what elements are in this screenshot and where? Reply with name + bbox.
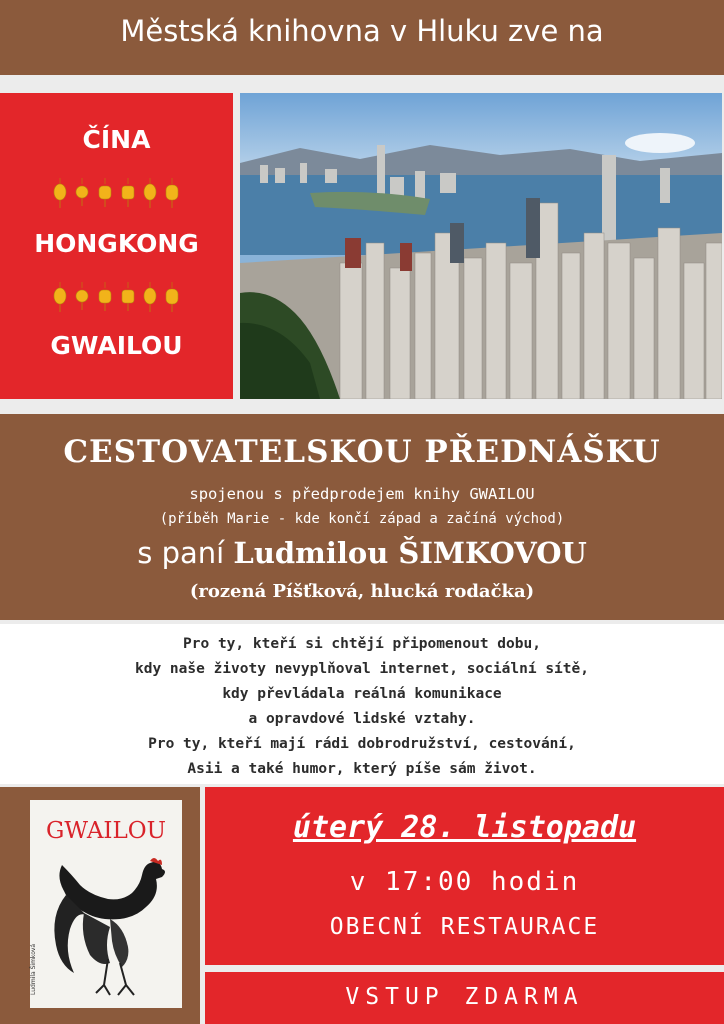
- description-line: kdy převládala reálná komunikace: [222, 686, 502, 702]
- invite-text: Městská knihovna v Hluku zve na: [120, 14, 604, 48]
- topic-china: ČÍNA: [82, 125, 151, 154]
- topic-gwailou: GWAILOU: [50, 331, 183, 360]
- event-entry: VSTUP ZDARMA: [345, 984, 584, 1010]
- rooster-icon: [50, 855, 170, 1003]
- header-band: [0, 0, 724, 75]
- event-venue: OBECNÍ RESTAURACE: [329, 914, 600, 940]
- lecture-subtitle-note: (příběh Marie - kde končí západ a začíná východ): [159, 511, 565, 527]
- description-line: Asii a také humor, který píše sám život.: [187, 761, 537, 777]
- lanterns-decoration-icon: [50, 282, 185, 318]
- description-line: Pro ty, kteří mají rádi dobrodružství, cestování,: [148, 736, 576, 752]
- book-band: [0, 787, 200, 1024]
- event-time: v 17:00 hodin: [349, 867, 580, 897]
- lecture-title: CESTOVATELSKOU PŘEDNÁŠKU: [63, 434, 661, 470]
- book-author: Ludmila Šimková: [30, 943, 37, 995]
- speaker-origin: (rozená Píšťková, hlucká rodačka): [189, 581, 535, 602]
- book-cover: [30, 800, 182, 1008]
- event-date: úterý 28. listopadu: [292, 810, 637, 845]
- speaker-line: [0, 536, 724, 570]
- description-band: [0, 624, 724, 784]
- description-line: kdy naše životy nevyplňoval internet, sociální sítě,: [135, 661, 589, 677]
- lecture-band: [0, 414, 724, 620]
- speaker-prefix: s paní: [137, 536, 225, 570]
- description-line: a opravdové lidské vztahy.: [248, 711, 476, 727]
- hongkong-skyline-photo: [240, 93, 722, 399]
- topics-box: [0, 93, 233, 399]
- lanterns-decoration-icon: [50, 178, 185, 214]
- book-title: GWAILOU: [45, 818, 167, 844]
- event-panel: [205, 787, 724, 965]
- entry-panel: [205, 972, 724, 1024]
- speaker-name: Ludmilou ŠIMKOVOU: [233, 536, 587, 570]
- topic-hongkong: HONGKONG: [34, 229, 199, 258]
- description-line: Pro ty, kteří si chtějí připomenout dobu,: [183, 636, 541, 652]
- lecture-subtitle: spojenou s předprodejem knihy GWAILOU: [189, 485, 535, 503]
